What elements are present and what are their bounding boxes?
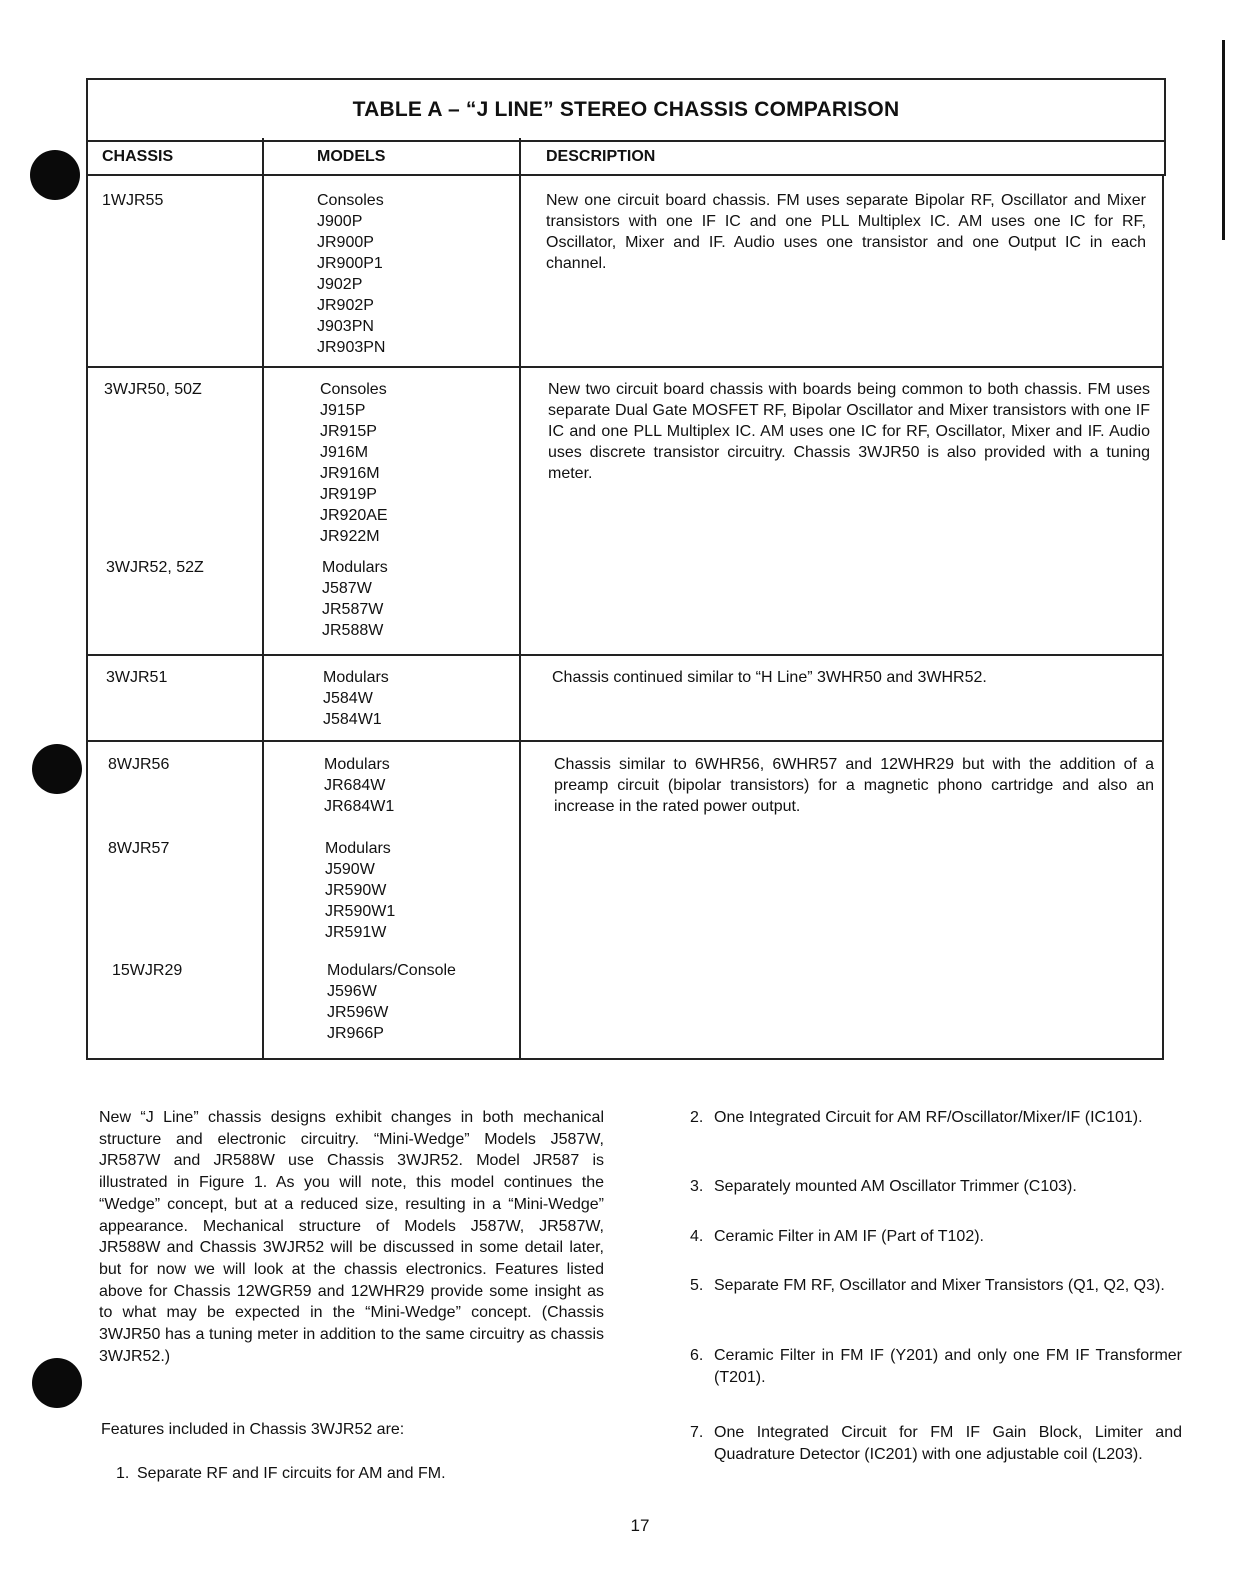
list-item-text: One Integrated Circuit for AM RF/Oscillator/Mixer/IF (IC101). (714, 1109, 1143, 1126)
model-item: Modulars (325, 840, 391, 857)
model-item: JR590W (325, 882, 387, 899)
column-divider-2 (519, 138, 521, 1060)
list-item-text: Separate RF and IF circuits for AM and FM. (137, 1465, 446, 1482)
header-description: DESCRIPTION (546, 148, 656, 165)
model-item: JR596W (327, 1004, 389, 1021)
model-item: JR916M (320, 465, 380, 482)
list-item-text: Separate FM RF, Oscillator and Mixer Transistors (Q1, Q2, Q3). (714, 1277, 1165, 1294)
list-item-number: 4. (690, 1228, 704, 1245)
model-item: Modulars/Console (327, 962, 456, 979)
header-chassis: CHASSIS (102, 148, 174, 165)
list-item-text: Ceramic Filter in FM IF (Y201) and only one FM IF Transformer (T201). (714, 1347, 1182, 1386)
model-item: JR591W (325, 924, 387, 941)
chassis-cell: 15WJR29 (112, 962, 183, 979)
model-item: JR684W1 (324, 798, 395, 815)
chassis-cell: 3WJR52, 52Z (106, 559, 204, 576)
models-cell (325, 838, 395, 943)
chassis-cell: 8WJR57 (108, 840, 170, 857)
description-cell: New two circuit board chassis with boards being common to both chassis. FM uses separate Dual Gate MOSFET RF, Bipolar Oscillator and Mixer transistors with one IF IC and one PLL Multiplex IC. AM uses one IC for RF, Oscillator, Mixer and IF. Audio uses discrete transistor circuitry. Chassis 3WJR50 is also provided with a tuning meter. (548, 381, 1150, 482)
models-cell (327, 960, 456, 1044)
list-item-number: 7. (690, 1424, 704, 1441)
model-item: JR919P (320, 486, 377, 503)
model-item: J916M (320, 444, 369, 461)
model-item: Modulars (324, 756, 390, 773)
model-item: JR900P1 (317, 255, 383, 272)
model-item: JR684W (324, 777, 386, 794)
chassis-cell: 3WJR51 (106, 669, 168, 686)
binder-hole-top (30, 150, 80, 200)
list-item-number: 1. (116, 1465, 130, 1482)
model-item: Consoles (317, 192, 384, 209)
chassis-comparison-table (86, 78, 1166, 1060)
model-item: J584W1 (323, 711, 382, 728)
models-cell (323, 667, 389, 730)
list-item-number: 2. (690, 1109, 704, 1126)
model-item: J915P (320, 402, 366, 419)
description-cell: Chassis continued similar to “H Line” 3WHR50 and 3WHR52. (552, 669, 987, 686)
models-cell (324, 754, 394, 817)
model-item: Modulars (322, 559, 388, 576)
model-item: JR588W (322, 622, 384, 639)
model-item: J590W (325, 861, 375, 878)
chassis-cell: 8WJR56 (108, 756, 170, 773)
binder-hole-middle (32, 744, 82, 794)
table-bottom-border (86, 1058, 1164, 1060)
model-item: JR900P (317, 234, 374, 251)
column-divider-1 (262, 138, 264, 1060)
model-item: J584W (323, 690, 373, 707)
model-item: JR922M (320, 528, 380, 545)
table-header-row (86, 138, 1166, 176)
models-cell (322, 557, 388, 641)
model-item: J903PN (317, 318, 374, 335)
row-divider-2 (86, 654, 1164, 656)
models-cell (320, 379, 388, 547)
model-item: Consoles (320, 381, 387, 398)
model-item: JR920AE (320, 507, 388, 524)
model-item: JR966P (327, 1025, 384, 1042)
model-item: JR587W (322, 601, 384, 618)
chassis-cell: 3WJR50, 50Z (104, 381, 202, 398)
table-title: TABLE A – “J LINE” STEREO CHASSIS COMPARISON (86, 78, 1166, 142)
table-right-border (1162, 174, 1164, 1060)
intro-paragraph: New “J Line” chassis designs exhibit changes in both mechanical structure and electronic circuitry. “Mini-Wedge” Models J587W, JR587W and JR588W use Chassis 3WJR52. Model JR587 is illustrated in Figure 1. As you will note, this model continues the “Wedge” concept, but at a reduced size, resulting in a “Mini-Wedge” appearance. Mechanical structure of Models J587W, JR587W, JR588W and Chassis 3WJR52 will be discussed in some detail later, but for now we will look at the chassis electronics. Features listed above for Chassis 12WGR59 and 12WHR29 provide some insight as to what may be expected in the “Mini-Wedge” concept. (Chassis 3WJR50 has a tuning meter in addition to the same circuitry as chassis 3WJR52.) (99, 1109, 604, 1365)
list-item-text: One Integrated Circuit for FM IF Gain Block, Limiter and Quadrature Detector (IC201) with one adjustable coil (L203). (714, 1424, 1182, 1463)
model-item: JR903PN (317, 339, 386, 356)
list-item-number: 3. (690, 1178, 704, 1195)
table-left-border (86, 174, 88, 1060)
binder-hole-bottom (32, 1358, 82, 1408)
list-item-text: Separately mounted AM Oscillator Trimmer (C103). (714, 1178, 1077, 1195)
list-item-text: Ceramic Filter in AM IF (Part of T102). (714, 1228, 984, 1245)
model-item: Modulars (323, 669, 389, 686)
row-divider-1 (86, 366, 1164, 368)
list-item-number: 5. (690, 1277, 704, 1294)
model-item: JR902P (317, 297, 374, 314)
model-item: J596W (327, 983, 377, 1000)
chassis-cell: 1WJR55 (102, 192, 164, 209)
features-heading: Features included in Chassis 3WJR52 are: (101, 1421, 405, 1438)
model-item: J902P (317, 276, 363, 293)
model-item: J900P (317, 213, 363, 230)
model-item: JR915P (320, 423, 377, 440)
model-item: J587W (322, 580, 372, 597)
right-edge-mark (1222, 40, 1225, 240)
row-divider-3 (86, 740, 1164, 742)
models-cell (317, 190, 385, 358)
header-models: MODELS (317, 148, 386, 165)
description-cell: Chassis similar to 6WHR56, 6WHR57 and 12WHR29 but with the addition of a preamp circuit (bipolar transistors) for a magnetic phono cartridge and also an increase in the rated power output. (554, 756, 1154, 815)
page-number: 17 (630, 1516, 650, 1535)
description-cell: New one circuit board chassis. FM uses separate Bipolar RF, Oscillator and Mixer transistors with one IF IC and one PLL Multiplex IC. AM uses one IC for RF, Oscillator, Mixer and IF. Audio uses one transistor and one Output IC in each channel. (546, 192, 1146, 272)
list-item-number: 6. (690, 1347, 704, 1364)
model-item: JR590W1 (325, 903, 396, 920)
